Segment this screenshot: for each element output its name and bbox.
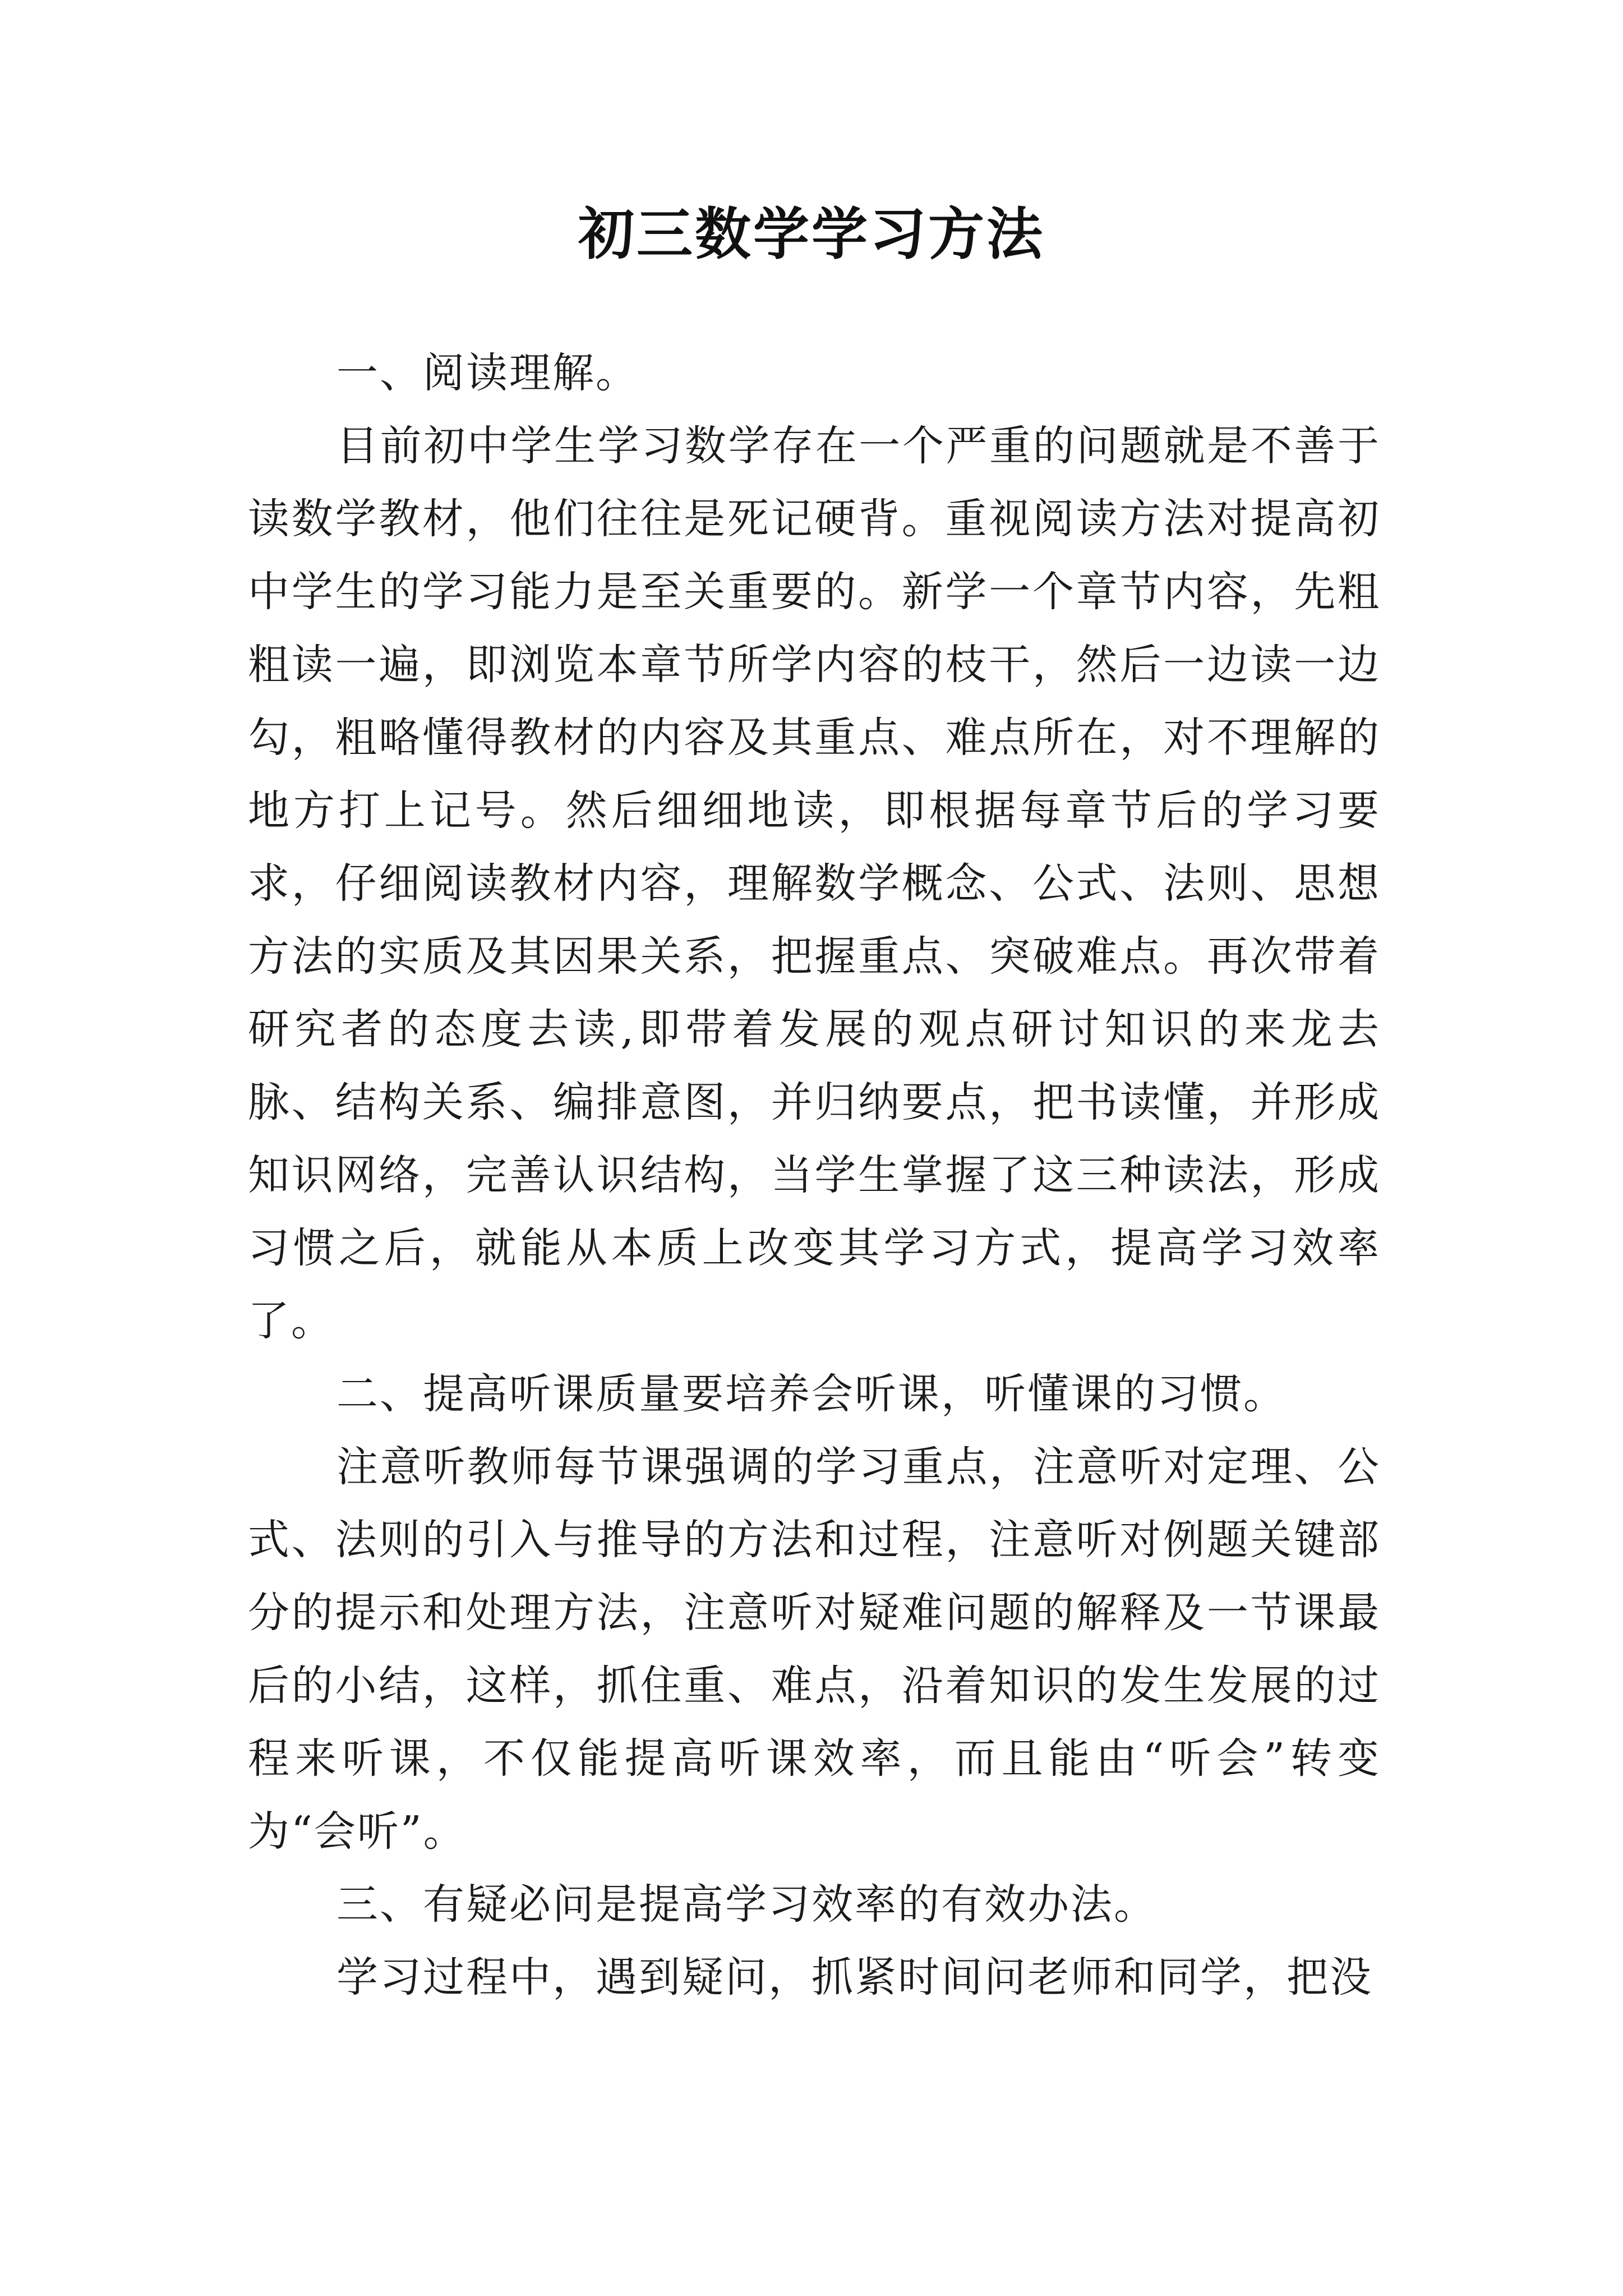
paragraph-listening-method: 注意听教师每节课强调的学习重点，注意听对定理、公式、法则的引入与推导的方法和过程，注意听对例题关键部分的提示和处理方法，注意听对疑难问题的解释及一节课最后的小结，这样，抓住重、难点，沿着知识的发生发展的过程来听课，不仅能提高听课效率，而且能由“听会”转变为“会听”。	[248, 1443, 1381, 1856]
section-heading-asking: 三、有疑必问是提高学习效率的有效办法。	[336, 1880, 1157, 1929]
paragraph-asking-method: 学习过程中，遇到疑问，抓紧时间问老师和同学，把没	[336, 1953, 1373, 2001]
section-heading-listening: 二、提高听课质量要培养会听课，听懂课的习惯。	[336, 1370, 1287, 1418]
document-title: 初三数学学习方法	[578, 201, 1045, 267]
document-body	[248, 337, 1381, 2014]
paragraph-reading-method: 目前初中学生学习数学存在一个严重的问题就是不善于读数学教材，他们往往是死记硬背。重视阅读方法对提高初中学生的学习能力是至关重要的。新学一个章节内容，先粗粗读一遍，即浏览本章节所学内容的枝干，然后一边读一边勾，粗略懂得教材的内容及其重点、难点所在，对不理解的地方打上记号。然后细细地读，即根据每章节后的学习要求，仔细阅读教材内容，理解数学概念、公式、法则、思想方法的实质及其因果关系，把握重点、突破难点。再次带着研究者的态度去读,即带着发展的观点研讨知识的来龙去脉、结构关系、编排意图，并归纳要点，把书读懂，并形成知识网络，完善认识结构，当学生掌握了这三种读法，形成习惯之后，就能从本质上改变其学习方式，提高学习效率了。	[248, 422, 1381, 1345]
section-heading-reading: 一、阅读理解。	[336, 349, 639, 397]
